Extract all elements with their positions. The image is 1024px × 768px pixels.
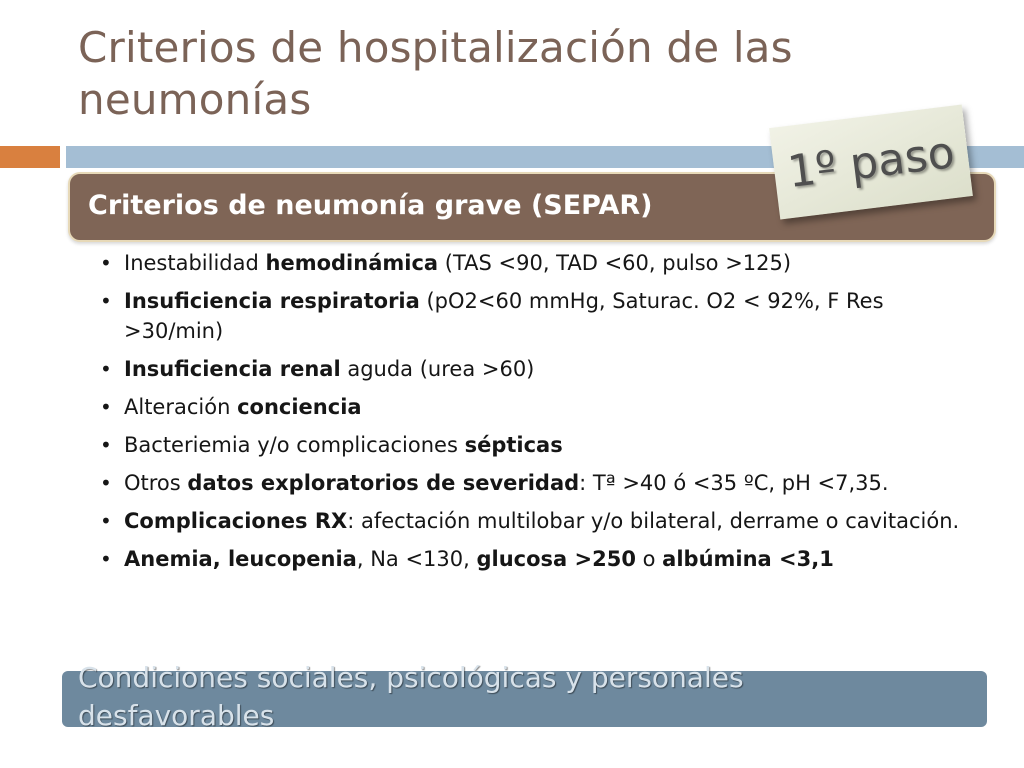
criteria-item xyxy=(98,248,978,278)
criteria-item-text: Alteración xyxy=(124,395,238,419)
criteria-item-text: : Tª >40 ó <35 ºC, pH <7,35. xyxy=(579,471,889,495)
criteria-item xyxy=(98,506,978,536)
criteria-item xyxy=(98,354,978,384)
criteria-item-bold-text: Anemia, leucopenia xyxy=(124,547,357,571)
orange-accent-bar xyxy=(0,146,60,168)
section-header-label: Criterios de neumonía grave (SEPAR) xyxy=(88,190,653,221)
criteria-item-text: Bacteriemia y/o complicaciones xyxy=(124,433,465,457)
criteria-item-bold-text: Insuficiencia renal xyxy=(124,357,341,381)
criteria-item xyxy=(98,430,978,460)
criteria-item-text: o xyxy=(635,547,663,571)
criteria-item-bold-text: conciencia xyxy=(237,395,362,419)
slide-title: Criterios de hospitalización de las neumonías xyxy=(78,23,793,124)
criteria-item xyxy=(98,544,978,574)
criteria-item-text: aguda (urea >60) xyxy=(340,357,535,381)
criteria-item xyxy=(98,392,978,422)
criteria-item-text: Inestabilidad xyxy=(124,251,266,275)
footer-bar xyxy=(62,661,987,732)
criteria-item-text: , Na <130, xyxy=(356,547,477,571)
criteria-item-text: (pO2<60 mmHg, Saturac. O2 < 92%, F Res >30/min) xyxy=(124,289,884,343)
criteria-item-bold-text: hemodinámica xyxy=(265,251,439,275)
footer-label: Condiciones sociales, psicológicas y personales desfavorables xyxy=(78,661,744,732)
criteria-item-bold-text: Insuficiencia respiratoria xyxy=(124,289,420,313)
criteria-item-bold-text: glucosa >250 xyxy=(476,547,636,571)
criteria-item-bold-text: Complicaciones RX xyxy=(124,509,348,533)
criteria-item-text: (TAS <90, TAD <60, pulso >125) xyxy=(438,251,792,275)
criteria-list xyxy=(98,248,978,582)
step-badge-label: 1º paso xyxy=(784,126,958,198)
criteria-item-bold-text: sépticas xyxy=(464,433,563,457)
criteria-item-text: : afectación multilobar y/o bilateral, derrame o cavitación. xyxy=(347,509,960,533)
criteria-item xyxy=(98,286,978,346)
criteria-item-text: Otros xyxy=(124,471,188,495)
criteria-item xyxy=(98,468,978,498)
criteria-item-bold-text: datos exploratorios de severidad xyxy=(187,471,580,495)
criteria-item-bold-text: albúmina <3,1 xyxy=(662,547,834,571)
